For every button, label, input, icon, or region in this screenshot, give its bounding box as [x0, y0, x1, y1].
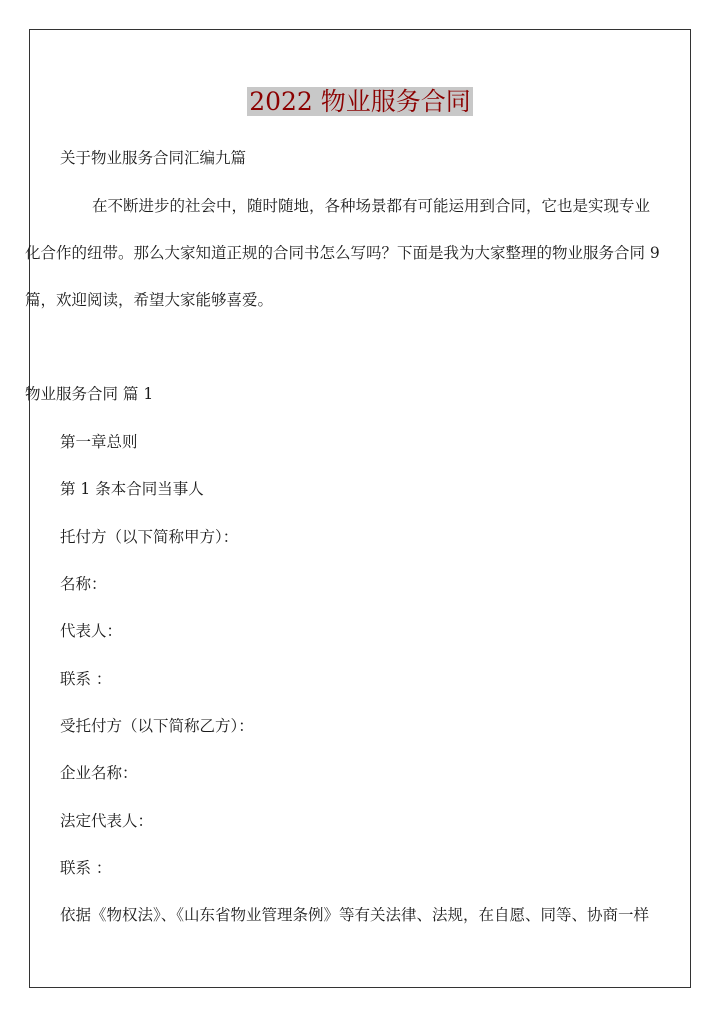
party-b-legal-rep-field: 法定代表人： — [60, 812, 154, 830]
party-b-label: 受托付方（以下简称乙方）： — [60, 717, 254, 735]
intro-line-3: 篇，欢迎阅读，希望大家能够喜爱。 — [25, 291, 274, 309]
intro-line-1: 在不断进步的社会中，随时随地，各种场景都有可能运用到合同，它也是实现专业 — [92, 197, 651, 215]
party-a-contact-field: 联系 ： — [60, 670, 112, 688]
page-frame — [29, 29, 691, 988]
legal-basis-paragraph: 依据《物权法》、《山东省物业管理条例》等有关法律、法规，在自愿、同等、协商一样 — [60, 906, 650, 924]
party-a-label: 托付方（以下简称甲方）： — [60, 528, 239, 546]
party-b-contact-field: 联系 ： — [60, 859, 112, 877]
party-b-company-field: 企业名称： — [60, 764, 138, 782]
chapter-heading: 第一章总则 — [60, 433, 138, 451]
document-title — [0, 84, 720, 120]
section-heading: 物业服务合同 篇 1 — [25, 385, 154, 403]
document-subtitle: 关于物业服务合同汇编九篇 — [60, 149, 247, 167]
party-a-representative-field: 代表人： — [60, 622, 123, 640]
document-title-text: 2022 物业服务合同 — [249, 87, 471, 116]
article-heading: 第 1 条本合同当事人 — [60, 480, 204, 498]
party-a-name-field: 名称： — [60, 575, 107, 593]
intro-line-2: 化合作的纽带。那么大家知道正规的合同书怎么写吗？下面是我为大家整理的物业服务合同 9 — [25, 244, 660, 262]
